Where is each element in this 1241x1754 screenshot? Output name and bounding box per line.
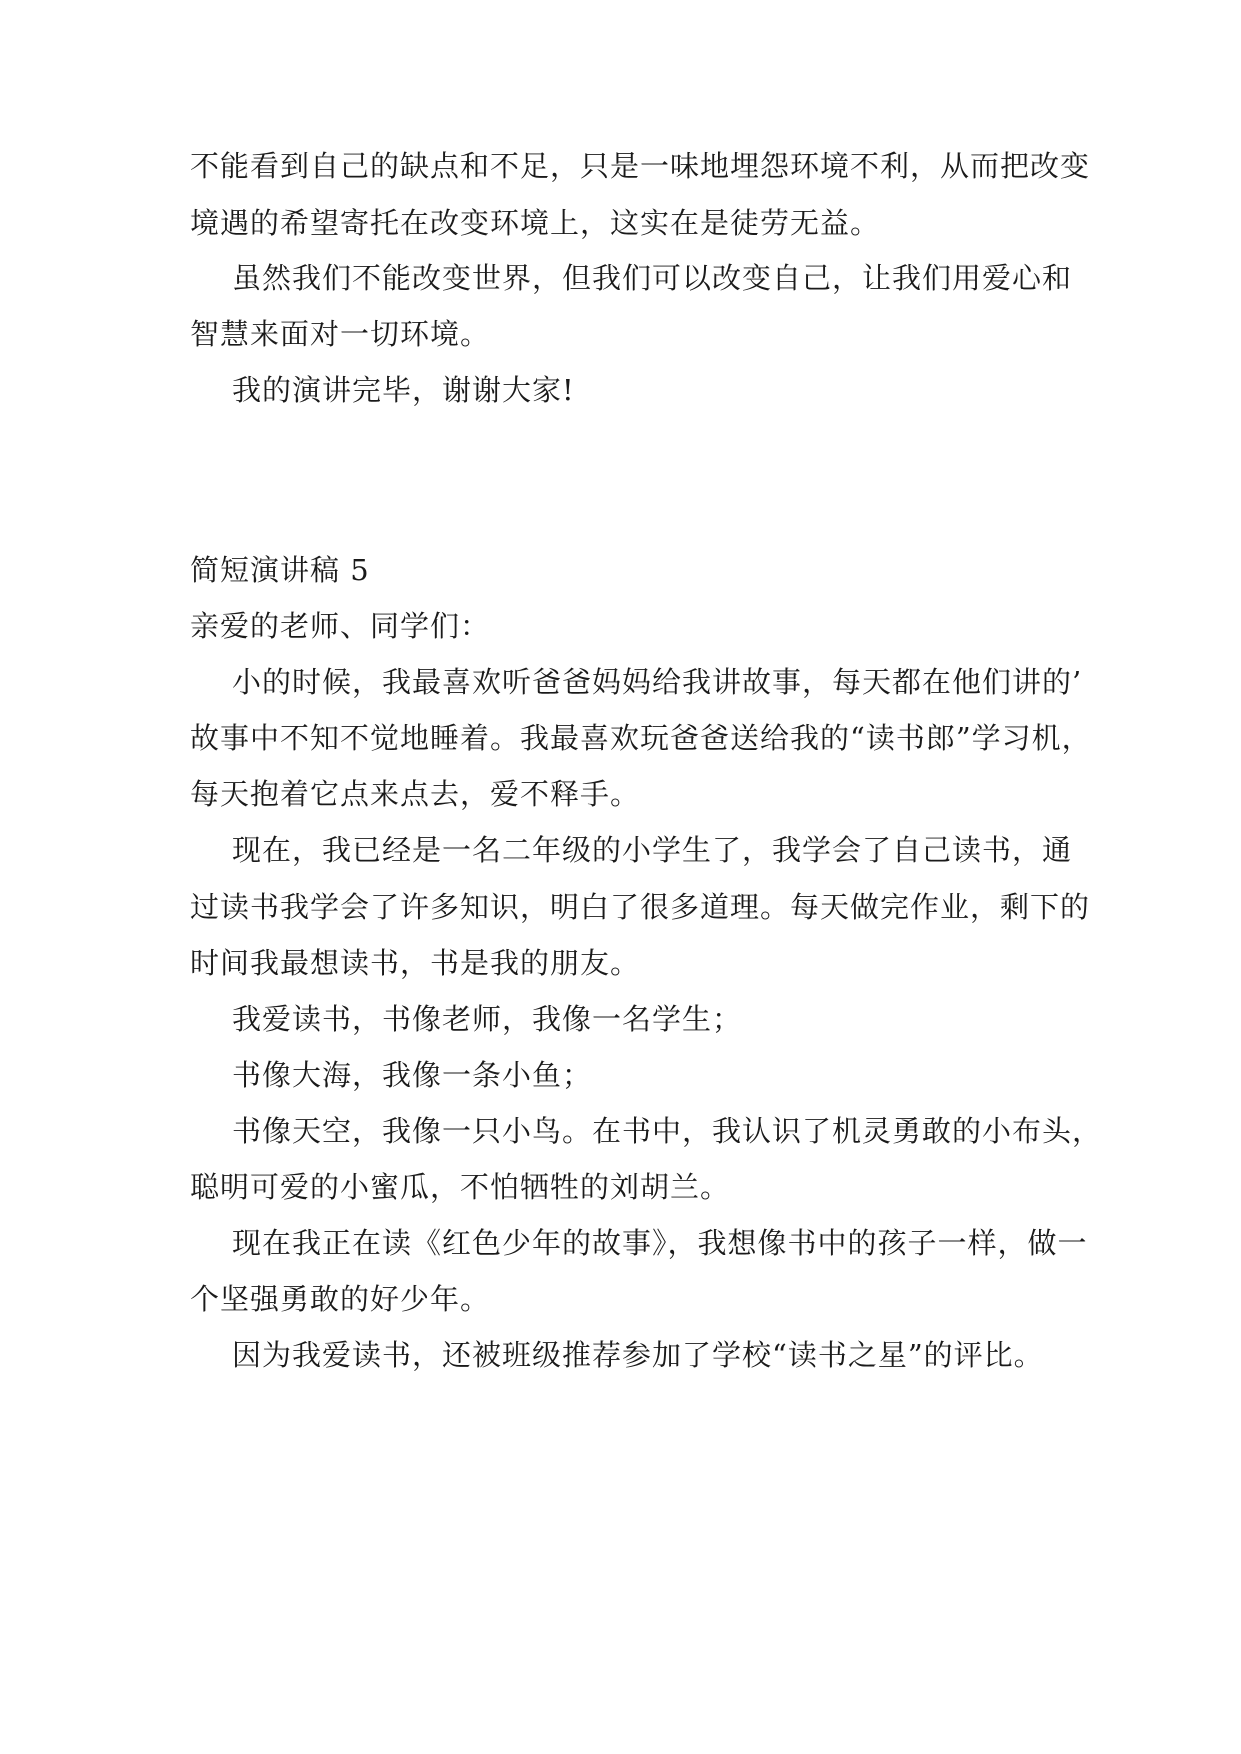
paragraph-line: 书像大海，我像一条小鱼； xyxy=(232,1058,593,1092)
paragraph-line: 现在，我已经是一名二年级的小学生了，我学会了自己读书，通 xyxy=(232,833,1073,867)
paragraph-line: 书像天空，我像一只小鸟。在书中，我认识了机灵勇敢的小布头， xyxy=(232,1114,1103,1148)
section-title: 简短演讲稿 5 xyxy=(190,553,370,587)
paragraph-line: 智慧来面对一切环境。 xyxy=(190,317,491,351)
paragraph-line: 不能看到自己的缺点和不足，只是一味地埋怨环境不利，从而把改变 xyxy=(190,149,1091,183)
closing-line: 我的演讲完毕，谢谢大家! xyxy=(232,373,575,407)
greeting: 亲爱的老师、同学们： xyxy=(190,609,491,643)
paragraph-line: 虽然我们不能改变世界，但我们可以改变自己，让我们用爱心和 xyxy=(232,261,1073,295)
paragraph-line: 每天抱着它点来点去，爱不释手。 xyxy=(190,777,641,811)
paragraph-line: 境遇的希望寄托在改变环境上，这实在是徒劳无益。 xyxy=(190,206,881,240)
paragraph-line: 我爱读书，书像老师，我像一名学生； xyxy=(232,1002,743,1036)
paragraph-line: 故事中不知不觉地睡着。我最喜欢玩爸爸送给我的“读书郎”学习机， xyxy=(190,721,1092,755)
paragraph-line: 过读书我学会了许多知识，明白了很多道理。每天做完作业，剩下的 xyxy=(190,890,1091,924)
paragraph-line: 聪明可爱的小蜜瓜，不怕牺牲的刘胡兰。 xyxy=(190,1170,731,1204)
paragraph-line: 个坚强勇敢的好少年。 xyxy=(190,1282,491,1316)
paragraph-line: 时间我最想读书，书是我的朋友。 xyxy=(190,946,641,980)
paragraph-line: 因为我爱读书，还被班级推荐参加了学校“读书之星”的评比。 xyxy=(232,1338,1044,1372)
paragraph-line: 现在我正在读《红色少年的故事》，我想像书中的孩子一样，做一 xyxy=(232,1226,1088,1260)
paragraph-line: 小的时候，我最喜欢听爸爸妈妈给我讲故事，每天都在他们讲的’ xyxy=(232,665,1083,699)
